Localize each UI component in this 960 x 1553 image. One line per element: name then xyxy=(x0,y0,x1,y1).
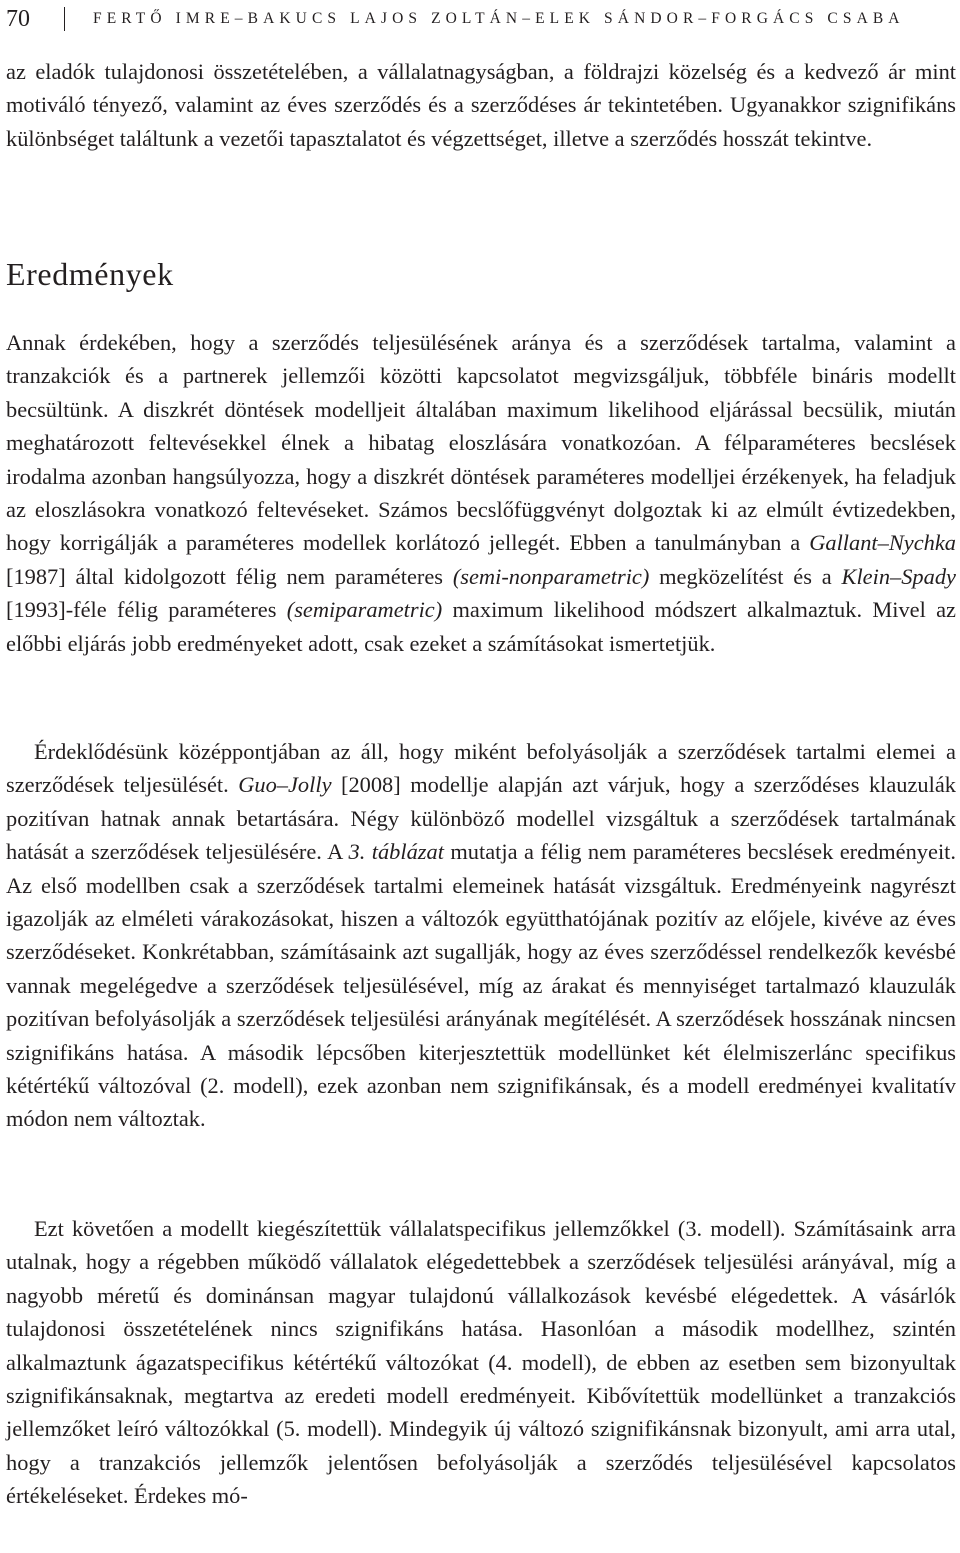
results-paragraph-2 xyxy=(6,735,956,1136)
header-divider xyxy=(64,7,65,31)
paragraph-text: Annak érdekében, hogy a szerződés teljesülésének aránya és a szerződések tartalma, valamint a tranzakciók és a partnerek jellemzői közötti kapcsolatot megvizsgáljuk, többféle bináris modellt becsültünk. A diszkrét döntések modelljeit általában maximum likelihood eljárással becsülik, miután meghatározott feltevésekkel élnek a hibatag eloszlására vonatkozóan. A félparaméteres becslések irodalma azonban hangsúlyozza, hogy a diszkrét döntések paraméteres modelljei érzékenyek, ha feladjuk az eloszlásokra vonatkozó feltevéseket. Számos becslőfüggvényt dolgoztak ki az elmúlt évtizedekben, hogy korrigálják a paraméteres modellek korlátozó jellegét. Ebben a tanulmányban a xyxy=(6,330,956,556)
paragraph-text: maximum likelihood módszert alkalmaztuk. Mivel az előbbi eljárás jobb eredményeket adott, csak ezeket a számításokat ismertetjük. xyxy=(6,597,956,656)
paragraph-text: [2008] modellje alapján azt várjuk, hogy a szerződéses klauzulák pozitívan hatnak annak betartására. Négy különböző modellel vizsgáltuk a szerződések tartalmának hatását a szerződések teljesülésére. A xyxy=(6,772,956,865)
page-number: 70 xyxy=(6,6,30,32)
paragraph-text: mutatja a félig nem paraméteres becslések eredményeit. Az első modellben csak a szerződések tartalmi elemeinek hatását vizsgáltuk. Eredményeink nagyrészt igazolják az elméleti várakozásokat, hiszen a változók együtthatójának pozitív az előjele, kivéve az éves szerződéseket. Konkrétabban, számításaink azt sugallják, hogy az éves szerződéssel rendelkezők kevésbé vannak megelégedve a szerződések teljesülésével, míg az árakat és mennyiséget tartalmazó klauzulák pozitívan befolyásolják a szerződések teljesülési arányának megítélését. A szerződések hosszának nincsen szignifikáns hatása. A második lépcsőben kiterjesztettük modellünket két élelmiszerlánc specifikus kétértékű változóval (2. modell), ezek azonban nem szignifikánsak, és a modell eredményei kvalitatív módon nem változtak. xyxy=(6,839,956,1132)
section-heading: Eredmények xyxy=(6,256,174,292)
citation-klein-spady: Klein–Spady xyxy=(841,563,956,589)
table-reference: 3. táblázat xyxy=(348,839,444,865)
results-paragraph-1 xyxy=(6,326,956,660)
running-head-authors: FERTŐ IMRE–BAKUCS LAJOS ZOLTÁN–ELEK SÁNDOR–FORGÁCS CSABA xyxy=(93,10,905,27)
paragraph-text: [1993]-féle félig paraméteres xyxy=(6,597,277,623)
paragraph-text: [1987] által kidolgozott félig nem paraméteres xyxy=(6,563,444,589)
term-semiparametric: (semiparametric) xyxy=(286,597,443,623)
results-paragraph-3: Ezt követően a modellt kiegészítettük vállalatspecifikus jellemzőkkel (3. modell). Számításaink arra utalnak, hogy a régebben működő vállalatok elégedettebbek a szerződések teljesülési arányával, míg a nagyobb méretű és dominánsan magyar tulajdonú vállalkozások kevésbé elégedettek. A vásárlók tulajdonosi összetételének nincs szignifikáns hatása. Hasonlóan a második modellhez, szintén alkalmaztunk ágazatspecifikus kétértékű változókat (4. modell), de ebben az esetben sem bizonyultak szignifikánsaknak, megtartva az eredeti modell eredményeit. Kibővítettük modellünket a tranzakciós jellemzőket leíró változókkal (5. modell). Mindegyik új változó szignifikánsnak bizonyult, ami arra utal, hogy a tranzakciós jellemzők jelentősen befolyásolják a szerződés teljesülésével kapcsolatos értékeléseket. Érdekes mó- xyxy=(6,1216,956,1509)
intro-paragraph: az eladók tulajdonosi összetételében, a vállalatnagyságban, a földrajzi közelség és a kedvező ár mint motiváló tényező, valamint az éves szerződés és a szerződéses ár tekintetében. Ugyanakkor szignifikáns különbséget találtunk a vezetői tapasztalatot és végzettséget, illetve a szerződés hosszát tekintve. xyxy=(6,59,956,151)
paragraph-text: megközelítést és a xyxy=(659,563,832,589)
citation-guo-jolly: Guo–Jolly xyxy=(238,772,332,798)
page-header xyxy=(6,4,956,34)
term-semi-nonparametric: (semi-nonparametric) xyxy=(452,563,650,589)
paragraph-text: Érdeklődésünk középpontjában az áll, hogy miként befolyásolják a szerződések tartalmi elemei a szerződések teljesülését. xyxy=(6,739,956,798)
citation-gallant-nychka: Gallant–Nychka xyxy=(809,530,956,556)
